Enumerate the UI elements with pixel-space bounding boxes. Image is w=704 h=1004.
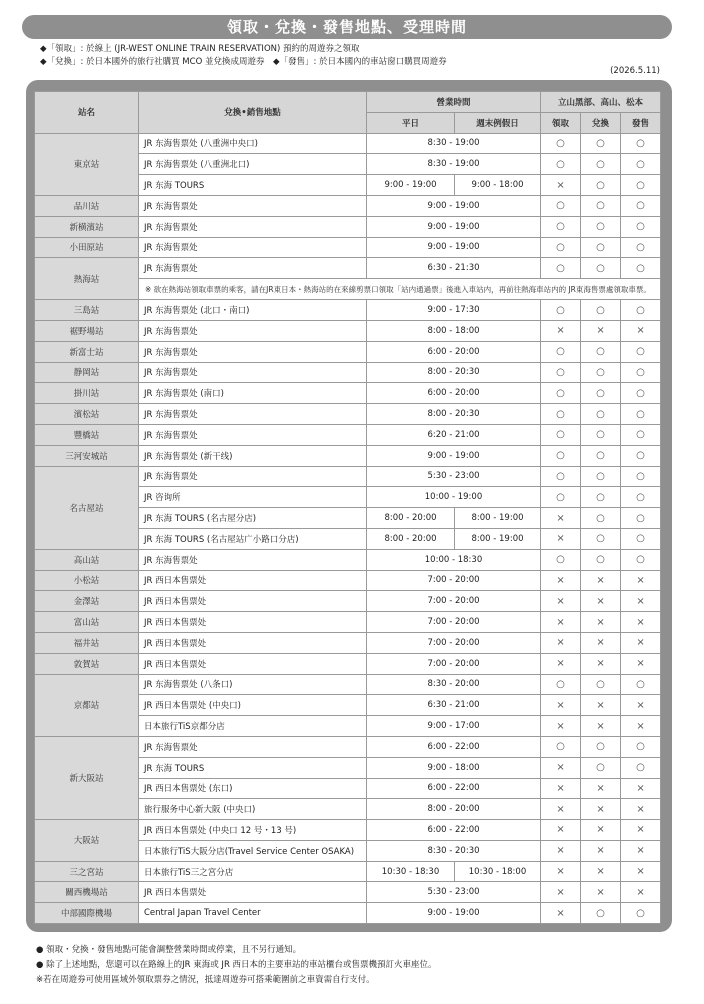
hours-all-days: 9:00 - 18:00 <box>367 757 541 778</box>
location-name: JR 东海售票处 (南口) <box>139 383 367 404</box>
exchange-mark: ○ <box>581 424 621 445</box>
hours-all-days: 7:00 - 20:00 <box>367 612 541 633</box>
pickup-mark: ○ <box>541 154 581 175</box>
hours-all-days: 7:00 - 20:00 <box>367 570 541 591</box>
exchange-mark: ○ <box>581 404 621 425</box>
station-name: 小田原站 <box>35 237 139 258</box>
location-name: JR 东海售票处 (八重洲中央口) <box>139 133 367 154</box>
location-name: JR 东海售票处 <box>139 320 367 341</box>
station-name: 小松站 <box>35 570 139 591</box>
pickup-mark: × <box>541 320 581 341</box>
pickup-mark: × <box>541 778 581 799</box>
location-name: JR 东海售票处 <box>139 341 367 362</box>
location-name: JR 东海售票处 <box>139 362 367 383</box>
station-name: 新横濱站 <box>35 216 139 237</box>
location-name: JR 东海售票处 (八条口) <box>139 674 367 695</box>
pickup-mark: ○ <box>541 383 581 404</box>
exchange-mark: × <box>581 882 621 903</box>
location-name: JR 西日本售票处 (东口) <box>139 778 367 799</box>
hours-all-days: 9:00 - 17:30 <box>367 300 541 321</box>
location-name: JR 西日本售票处 <box>139 882 367 903</box>
station-name: 三河安城站 <box>35 445 139 466</box>
pickup-mark: × <box>541 653 581 674</box>
exchange-mark: ○ <box>581 445 621 466</box>
table-row <box>35 320 661 341</box>
pickup-mark: ○ <box>541 487 581 508</box>
remark-text: ※ 欲在熱海站領取車票的乘客，請在JR東日本・熱海站的在來線剪票口領取「站内通過票」後進入車站内，再前往熱海車站内的 JR東海售票處領取車票。 <box>139 279 661 300</box>
exchange-mark: ○ <box>581 133 621 154</box>
sale-mark: ○ <box>621 757 661 778</box>
sale-mark: ○ <box>621 258 661 279</box>
hours-all-days: 8:30 - 19:00 <box>367 133 541 154</box>
pickup-mark: × <box>541 612 581 633</box>
pickup-mark: × <box>541 716 581 737</box>
table-row <box>35 445 661 466</box>
sale-mark: ○ <box>621 216 661 237</box>
hours-all-days: 5:30 - 23:00 <box>367 882 541 903</box>
hours-all-days: 8:00 - 18:00 <box>367 320 541 341</box>
table-row <box>35 570 661 591</box>
sale-mark: ○ <box>621 674 661 695</box>
pickup-mark: ○ <box>541 466 581 487</box>
location-name: 旅行服务中心新大阪 (中央口) <box>139 799 367 820</box>
pickup-mark: ○ <box>541 362 581 383</box>
table-row <box>35 133 661 154</box>
header-exchange: 兌換 <box>581 112 621 133</box>
note-pickup: ◆「領取」: 於線上 (JR-WEST ONLINE TRAIN RESERVATION) 預約的周遊券之領取 <box>40 44 360 54</box>
hours-all-days: 5:30 - 23:00 <box>367 466 541 487</box>
hours-all-days: 8:00 - 20:30 <box>367 362 541 383</box>
location-name: JR 西日本售票处 <box>139 570 367 591</box>
pickup-mark: ○ <box>541 195 581 216</box>
location-name: 日本旅行TiS大阪分店(Travel Service Center OSAKA) <box>139 840 367 861</box>
hours-all-days: 6:30 - 21:30 <box>367 258 541 279</box>
station-name: 富山站 <box>35 612 139 633</box>
location-name: JR 西日本售票处 (中央口) <box>139 695 367 716</box>
sale-mark: × <box>621 861 661 882</box>
table-row <box>35 466 661 487</box>
exchange-mark: × <box>581 570 621 591</box>
pickup-mark: × <box>541 591 581 612</box>
sale-mark: × <box>621 778 661 799</box>
exchange-mark: ○ <box>581 903 621 924</box>
location-name: JR 东海售票处 <box>139 424 367 445</box>
exchange-mark: × <box>581 612 621 633</box>
location-name: JR 东海 TOURS (名古屋站广小路口分店) <box>139 528 367 549</box>
station-name: 新大阪站 <box>35 736 139 819</box>
exchange-mark: ○ <box>581 175 621 196</box>
sale-mark: × <box>621 820 661 841</box>
exchange-mark: × <box>581 320 621 341</box>
pickup-mark: × <box>541 695 581 716</box>
hours-all-days: 7:00 - 20:00 <box>367 653 541 674</box>
pickup-mark: × <box>541 632 581 653</box>
location-name: 日本旅行TiS三之宮分店 <box>139 861 367 882</box>
sale-mark: ○ <box>621 362 661 383</box>
pickup-mark: × <box>541 799 581 820</box>
table-row <box>35 903 661 924</box>
exchange-mark: × <box>581 591 621 612</box>
pickup-mark: ○ <box>541 424 581 445</box>
sale-mark: × <box>621 632 661 653</box>
location-name: JR 东海售票处 <box>139 258 367 279</box>
header-hours: 營業時間 <box>367 92 541 113</box>
table-row <box>35 300 661 321</box>
location-name: JR 东海 TOURS <box>139 757 367 778</box>
exchange-mark: × <box>581 653 621 674</box>
pickup-mark: × <box>541 861 581 882</box>
footnote-2: ● 除了上述地點，您還可以在路線上的JR 東海或 JR 西日本的主要車站的車站櫃台或售票機預訂火車座位。 <box>36 960 437 970</box>
pickup-mark: ○ <box>541 133 581 154</box>
sale-mark: ○ <box>621 903 661 924</box>
table-row <box>35 736 661 757</box>
table-row <box>35 612 661 633</box>
station-name: 品川站 <box>35 195 139 216</box>
hours-all-days: 10:00 - 19:00 <box>367 487 541 508</box>
sale-mark: × <box>621 570 661 591</box>
table-row <box>35 632 661 653</box>
pickup-mark: ○ <box>541 549 581 570</box>
sale-mark: ○ <box>621 154 661 175</box>
exchange-mark: ○ <box>581 237 621 258</box>
station-name: 東京站 <box>35 133 139 195</box>
table-row <box>35 195 661 216</box>
sale-mark: ○ <box>621 508 661 529</box>
locations-table <box>34 91 661 924</box>
note-exchange-sale: ◆「兌換」: 於日本國外的旅行社購買 MCO 並兌換成周遊券 ◆「發售」: 於日本國內的車站窗口購買周遊券 <box>40 57 447 67</box>
location-name: JR 东海售票处 <box>139 237 367 258</box>
exchange-mark: ○ <box>581 736 621 757</box>
pickup-mark: × <box>541 757 581 778</box>
exchange-mark: × <box>581 820 621 841</box>
station-name: 三島站 <box>35 300 139 321</box>
sale-mark: ○ <box>621 736 661 757</box>
location-name: JR 东海 TOURS <box>139 175 367 196</box>
hours-all-days: 8:30 - 20:00 <box>367 674 541 695</box>
header-weekend: 週末例假日 <box>455 112 541 133</box>
hours-all-days: 8:00 - 20:00 <box>367 799 541 820</box>
location-name: JR 西日本售票处 <box>139 591 367 612</box>
exchange-mark: ○ <box>581 508 621 529</box>
hours-all-days: 6:00 - 22:00 <box>367 820 541 841</box>
hours-weekday: 8:00 - 20:00 <box>367 528 455 549</box>
location-name: JR 咨询所 <box>139 487 367 508</box>
sale-mark: ○ <box>621 445 661 466</box>
table-row <box>35 674 661 695</box>
exchange-mark: ○ <box>581 195 621 216</box>
hours-all-days: 6:00 - 22:00 <box>367 778 541 799</box>
table-row <box>35 424 661 445</box>
exchange-mark: ○ <box>581 757 621 778</box>
exchange-mark: × <box>581 632 621 653</box>
location-name: 日本旅行TiS京都分店 <box>139 716 367 737</box>
pickup-mark: × <box>541 175 581 196</box>
hours-weekday: 8:00 - 20:00 <box>367 508 455 529</box>
table-row <box>35 237 661 258</box>
table-row <box>35 383 661 404</box>
exchange-mark: ○ <box>581 549 621 570</box>
hours-all-days: 9:00 - 19:00 <box>367 216 541 237</box>
station-name: 新富士站 <box>35 341 139 362</box>
hours-all-days: 6:30 - 21:00 <box>367 695 541 716</box>
sale-mark: × <box>621 840 661 861</box>
sale-mark: × <box>621 320 661 341</box>
exchange-mark: × <box>581 840 621 861</box>
table-row <box>35 549 661 570</box>
header-region: 立山黑部、高山、松本 <box>541 92 661 113</box>
exchange-mark: ○ <box>581 300 621 321</box>
location-name: JR 西日本售票处 <box>139 612 367 633</box>
hours-all-days: 9:00 - 19:00 <box>367 903 541 924</box>
pickup-mark: × <box>541 820 581 841</box>
pickup-mark: ○ <box>541 300 581 321</box>
footnote-1: ● 領取・兌換・發售地點可能會調整營業時間或停業，且不另行通知。 <box>36 945 302 955</box>
exchange-mark: ○ <box>581 674 621 695</box>
location-name: JR 东海售票处 (八重洲北口) <box>139 154 367 175</box>
exchange-mark: ○ <box>581 383 621 404</box>
sale-mark: ○ <box>621 383 661 404</box>
hours-all-days: 8:30 - 19:00 <box>367 154 541 175</box>
exchange-mark: ○ <box>581 362 621 383</box>
sale-mark: ○ <box>621 195 661 216</box>
sale-mark: × <box>621 695 661 716</box>
pickup-mark: × <box>541 882 581 903</box>
location-name: JR 东海售票处 (北口・南口) <box>139 300 367 321</box>
exchange-mark: ○ <box>581 341 621 362</box>
sale-mark: ○ <box>621 300 661 321</box>
location-name: JR 东海售票处 <box>139 216 367 237</box>
exchange-mark: × <box>581 716 621 737</box>
exchange-mark: ○ <box>581 258 621 279</box>
location-name: JR 西日本售票处 <box>139 653 367 674</box>
location-name: JR 东海售票处 <box>139 466 367 487</box>
exchange-mark: ○ <box>581 466 621 487</box>
station-name: 熱海站 <box>35 258 139 300</box>
hours-all-days: 7:00 - 20:00 <box>367 591 541 612</box>
sale-mark: × <box>621 612 661 633</box>
hours-weekday: 10:30 - 18:30 <box>367 861 455 882</box>
sale-mark: × <box>621 716 661 737</box>
hours-weekend: 9:00 - 18:00 <box>455 175 541 196</box>
pickup-mark: ○ <box>541 258 581 279</box>
sale-mark: × <box>621 799 661 820</box>
exchange-mark: × <box>581 861 621 882</box>
hours-all-days: 10:00 - 18:30 <box>367 549 541 570</box>
station-name: 大阪站 <box>35 820 139 862</box>
header-station: 站名 <box>35 92 139 134</box>
hours-all-days: 6:20 - 21:00 <box>367 424 541 445</box>
issue-date: (2026.5.11) <box>610 66 660 76</box>
sale-mark: ○ <box>621 175 661 196</box>
station-name: 中部國際機場 <box>35 903 139 924</box>
sale-mark: × <box>621 591 661 612</box>
hours-weekday: 9:00 - 19:00 <box>367 175 455 196</box>
station-name: 濱松站 <box>35 404 139 425</box>
pickup-mark: ○ <box>541 674 581 695</box>
table-row <box>35 404 661 425</box>
table-row <box>35 591 661 612</box>
footnote-3: ※若在周遊券可使用區域外領取票券之情況，抵達周遊券可搭乘範圍前之車資需自行支付。 <box>36 975 375 985</box>
location-name: JR 东海售票处 <box>139 549 367 570</box>
pickup-mark: ○ <box>541 445 581 466</box>
location-name: JR 东海售票处 <box>139 195 367 216</box>
table-row <box>35 341 661 362</box>
station-name: 京都站 <box>35 674 139 736</box>
sale-mark: ○ <box>621 487 661 508</box>
table-row <box>35 258 661 279</box>
page-title: 領取・兌換・發售地點、受理時間 <box>22 15 672 39</box>
sale-mark: ○ <box>621 237 661 258</box>
station-name: 敦賀站 <box>35 653 139 674</box>
pickup-mark: ○ <box>541 216 581 237</box>
pickup-mark: ○ <box>541 404 581 425</box>
table-row <box>35 653 661 674</box>
table-row <box>35 362 661 383</box>
sale-mark: × <box>621 882 661 903</box>
table-row <box>35 861 661 882</box>
location-name: JR 东海售票处 (新干线) <box>139 445 367 466</box>
pickup-mark: ○ <box>541 736 581 757</box>
location-name: JR 西日本售票处 <box>139 632 367 653</box>
hours-all-days: 9:00 - 19:00 <box>367 445 541 466</box>
location-name: JR 西日本售票处 (中央口 12 号・13 号) <box>139 820 367 841</box>
hours-all-days: 9:00 - 19:00 <box>367 195 541 216</box>
hours-weekend: 8:00 - 19:00 <box>455 528 541 549</box>
sale-mark: ○ <box>621 404 661 425</box>
location-name: JR 东海 TOURS (名古屋分店) <box>139 508 367 529</box>
station-name: 豐橋站 <box>35 424 139 445</box>
sale-mark: ○ <box>621 424 661 445</box>
table-row <box>35 882 661 903</box>
exchange-mark: ○ <box>581 487 621 508</box>
exchange-mark: × <box>581 799 621 820</box>
hours-all-days: 7:00 - 20:00 <box>367 632 541 653</box>
table-row <box>35 216 661 237</box>
table-row <box>35 820 661 841</box>
header-weekday: 平日 <box>367 112 455 133</box>
station-name: 關西機場站 <box>35 882 139 903</box>
hours-weekend: 10:30 - 18:00 <box>455 861 541 882</box>
header-pickup: 領取 <box>541 112 581 133</box>
exchange-mark: × <box>581 778 621 799</box>
station-name: 裾野場站 <box>35 320 139 341</box>
station-name: 掛川站 <box>35 383 139 404</box>
hours-all-days: 8:30 - 20:30 <box>367 840 541 861</box>
hours-all-days: 9:00 - 17:00 <box>367 716 541 737</box>
location-name: JR 东海售票处 <box>139 736 367 757</box>
sale-mark: ○ <box>621 549 661 570</box>
hours-all-days: 9:00 - 19:00 <box>367 237 541 258</box>
pickup-mark: × <box>541 508 581 529</box>
sale-mark: ○ <box>621 133 661 154</box>
exchange-mark: ○ <box>581 154 621 175</box>
station-name: 三之宮站 <box>35 861 139 882</box>
station-name: 名古屋站 <box>35 466 139 549</box>
hours-all-days: 6:00 - 20:00 <box>367 341 541 362</box>
sale-mark: × <box>621 653 661 674</box>
station-name: 福井站 <box>35 632 139 653</box>
pickup-mark: ○ <box>541 237 581 258</box>
sale-mark: ○ <box>621 341 661 362</box>
station-name: 高山站 <box>35 549 139 570</box>
hours-weekend: 8:00 - 19:00 <box>455 508 541 529</box>
hours-all-days: 6:00 - 20:00 <box>367 383 541 404</box>
exchange-mark: ○ <box>581 216 621 237</box>
station-name: 静岡站 <box>35 362 139 383</box>
pickup-mark: × <box>541 840 581 861</box>
exchange-mark: × <box>581 695 621 716</box>
header-sale: 發售 <box>621 112 661 133</box>
pickup-mark: × <box>541 528 581 549</box>
header-location: 兌換•銷售地點 <box>139 92 367 134</box>
sale-mark: ○ <box>621 528 661 549</box>
pickup-mark: ○ <box>541 341 581 362</box>
sale-mark: ○ <box>621 466 661 487</box>
exchange-mark: ○ <box>581 528 621 549</box>
location-name: Central Japan Travel Center <box>139 903 367 924</box>
pickup-mark: × <box>541 903 581 924</box>
location-name: JR 东海售票处 <box>139 404 367 425</box>
hours-all-days: 6:00 - 22:00 <box>367 736 541 757</box>
station-name: 金澤站 <box>35 591 139 612</box>
hours-all-days: 8:00 - 20:30 <box>367 404 541 425</box>
pickup-mark: × <box>541 570 581 591</box>
